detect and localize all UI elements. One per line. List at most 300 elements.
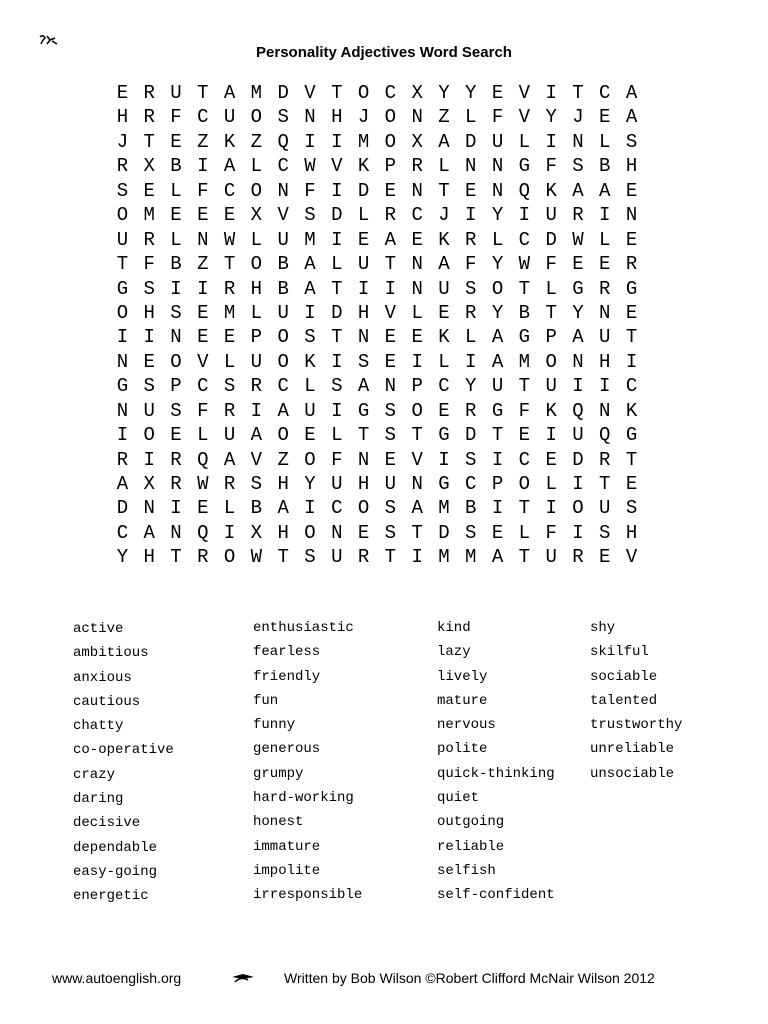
grid-letter[interactable]: U — [545, 204, 557, 227]
grid-letter[interactable]: S — [170, 301, 182, 324]
grid-letter[interactable]: V — [518, 82, 531, 104]
grid-letter[interactable]: A — [625, 106, 638, 129]
grid-letter[interactable]: O — [250, 253, 263, 276]
grid-letter[interactable]: V — [331, 155, 343, 178]
grid-letter[interactable]: R — [465, 399, 477, 422]
grid-letter[interactable]: S — [384, 497, 397, 520]
grid-letter[interactable]: M — [250, 82, 263, 104]
grid-letter[interactable]: S — [250, 473, 263, 495]
grid-letter[interactable]: P — [545, 326, 557, 349]
grid-letter[interactable]: E — [599, 546, 611, 569]
grid-letter[interactable]: R — [465, 228, 477, 251]
grid-letter[interactable]: I — [599, 204, 611, 227]
grid-letter[interactable]: U — [599, 326, 611, 349]
grid-letter[interactable]: M — [518, 350, 531, 373]
grid-letter[interactable]: O — [491, 277, 504, 300]
grid-letter[interactable]: I — [411, 546, 423, 569]
grid-letter[interactable]: N — [465, 155, 477, 178]
grid-letter[interactable]: P — [170, 375, 182, 398]
grid-letter[interactable]: F — [465, 253, 477, 276]
grid-letter[interactable]: D — [357, 179, 370, 202]
grid-letter[interactable]: W — [250, 546, 263, 569]
grid-letter[interactable]: C — [331, 497, 343, 520]
grid-letter[interactable]: N — [277, 179, 289, 202]
grid-letter[interactable]: F — [545, 155, 557, 178]
grid-letter[interactable]: C — [277, 375, 289, 398]
grid-letter[interactable]: T — [518, 277, 531, 300]
grid-letter[interactable]: L — [491, 228, 504, 251]
grid-letter[interactable]: B — [599, 155, 611, 178]
grid-letter[interactable]: E — [197, 497, 209, 520]
grid-letter[interactable]: N — [411, 277, 423, 300]
grid-letter[interactable]: A — [277, 497, 289, 520]
grid-letter[interactable]: N — [572, 130, 584, 153]
grid-letter[interactable]: S — [384, 521, 397, 544]
grid-letter[interactable]: U — [250, 350, 263, 373]
grid-letter[interactable]: T — [116, 253, 129, 276]
grid-letter[interactable]: V — [304, 82, 316, 104]
grid-letter[interactable]: X — [143, 155, 155, 178]
grid-letter[interactable]: W — [518, 253, 531, 276]
grid-letter[interactable]: I — [331, 350, 343, 373]
grid-letter[interactable]: W — [572, 228, 584, 251]
grid-letter[interactable]: E — [384, 448, 397, 471]
grid-letter[interactable]: V — [411, 448, 423, 471]
grid-letter[interactable]: O — [572, 497, 584, 520]
grid-letter[interactable]: V — [625, 546, 638, 569]
grid-letter[interactable]: C — [625, 375, 638, 398]
grid-letter[interactable]: S — [304, 326, 316, 349]
grid-letter[interactable]: F — [518, 399, 531, 422]
grid-letter[interactable]: T — [411, 424, 423, 447]
grid-letter[interactable]: E — [197, 204, 209, 227]
grid-letter[interactable]: K — [223, 130, 236, 153]
grid-letter[interactable]: C — [223, 179, 236, 202]
grid-letter[interactable]: H — [331, 106, 343, 129]
grid-letter[interactable]: S — [357, 350, 370, 373]
grid-letter[interactable]: O — [223, 546, 236, 569]
grid-letter[interactable]: T — [384, 253, 397, 276]
grid-letter[interactable]: E — [197, 301, 209, 324]
grid-letter[interactable]: I — [438, 448, 450, 471]
grid-letter[interactable]: R — [143, 106, 155, 129]
grid-letter[interactable]: E — [357, 228, 370, 251]
grid-letter[interactable]: U — [545, 546, 557, 569]
grid-letter[interactable]: O — [545, 350, 557, 373]
grid-letter[interactable]: N — [572, 350, 584, 373]
grid-letter[interactable]: J — [438, 204, 450, 227]
grid-letter[interactable]: E — [143, 350, 155, 373]
grid-letter[interactable]: M — [357, 130, 370, 153]
grid-letter[interactable]: C — [438, 375, 450, 398]
grid-letter[interactable]: M — [438, 546, 450, 569]
grid-letter[interactable]: E — [465, 179, 477, 202]
grid-letter[interactable]: I — [170, 277, 182, 300]
grid-letter[interactable]: T — [223, 253, 236, 276]
grid-letter[interactable]: N — [197, 228, 209, 251]
grid-letter[interactable]: W — [304, 155, 316, 178]
grid-letter[interactable]: O — [384, 106, 397, 129]
grid-letter[interactable]: A — [143, 521, 155, 544]
grid-letter[interactable]: Y — [491, 253, 504, 276]
grid-letter[interactable]: Z — [438, 106, 450, 129]
grid-letter[interactable]: G — [116, 375, 129, 398]
grid-letter[interactable]: O — [357, 82, 370, 104]
grid-letter[interactable]: E — [197, 326, 209, 349]
grid-letter[interactable]: T — [625, 326, 638, 349]
grid-letter[interactable]: N — [411, 179, 423, 202]
grid-letter[interactable]: P — [411, 375, 423, 398]
grid-letter[interactable]: N — [599, 399, 611, 422]
grid-letter[interactable]: A — [277, 399, 289, 422]
grid-letter[interactable]: L — [223, 350, 236, 373]
grid-letter[interactable]: U — [572, 424, 584, 447]
grid-letter[interactable]: T — [357, 424, 370, 447]
grid-letter[interactable]: L — [197, 424, 209, 447]
grid-letter[interactable]: I — [572, 473, 584, 495]
grid-letter[interactable]: I — [223, 521, 236, 544]
grid-letter[interactable]: E — [170, 204, 182, 227]
grid-letter[interactable]: Z — [197, 130, 209, 153]
grid-letter[interactable]: O — [357, 497, 370, 520]
grid-letter[interactable]: N — [491, 179, 504, 202]
grid-letter[interactable]: L — [250, 228, 263, 251]
grid-letter[interactable]: S — [304, 546, 316, 569]
grid-letter[interactable]: U — [491, 130, 504, 153]
grid-letter[interactable]: E — [143, 179, 155, 202]
grid-letter[interactable]: U — [331, 546, 343, 569]
grid-letter[interactable]: R — [572, 204, 584, 227]
grid-letter[interactable]: A — [384, 228, 397, 251]
grid-letter[interactable]: X — [250, 204, 263, 227]
grid-letter[interactable]: B — [250, 497, 263, 520]
grid-letter[interactable]: U — [223, 424, 236, 447]
grid-letter[interactable]: S — [599, 521, 611, 544]
grid-letter[interactable]: T — [518, 375, 531, 398]
grid-letter[interactable]: I — [465, 204, 477, 227]
grid-letter[interactable]: C — [518, 228, 531, 251]
grid-letter[interactable]: E — [304, 424, 316, 447]
grid-letter[interactable]: Y — [572, 301, 584, 324]
grid-letter[interactable]: G — [491, 399, 504, 422]
grid-letter[interactable]: N — [491, 155, 504, 178]
grid-letter[interactable]: R — [465, 301, 477, 324]
grid-letter[interactable]: A — [491, 326, 504, 349]
grid-letter[interactable]: S — [625, 497, 638, 520]
grid-letter[interactable]: V — [250, 448, 263, 471]
grid-letter[interactable]: I — [411, 350, 423, 373]
grid-letter[interactable]: L — [599, 228, 611, 251]
grid-letter[interactable]: R — [357, 546, 370, 569]
grid-letter[interactable]: I — [518, 204, 531, 227]
grid-letter[interactable]: F — [170, 106, 182, 129]
grid-letter[interactable]: S — [331, 375, 343, 398]
grid-letter[interactable]: S — [143, 277, 155, 300]
grid-letter[interactable]: I — [197, 277, 209, 300]
grid-letter[interactable]: I — [250, 399, 263, 422]
grid-letter[interactable]: L — [170, 179, 182, 202]
grid-letter[interactable]: K — [438, 326, 450, 349]
grid-letter[interactable]: I — [491, 448, 504, 471]
grid-letter[interactable]: C — [277, 155, 289, 178]
grid-letter[interactable]: M — [438, 497, 450, 520]
grid-letter[interactable]: E — [384, 179, 397, 202]
grid-letter[interactable]: C — [599, 82, 611, 104]
grid-letter[interactable]: M — [143, 204, 155, 227]
grid-letter[interactable]: U — [277, 301, 289, 324]
grid-letter[interactable]: N — [625, 204, 638, 227]
grid-letter[interactable]: A — [250, 424, 263, 447]
grid-letter[interactable]: U — [491, 375, 504, 398]
grid-letter[interactable]: H — [625, 521, 638, 544]
grid-letter[interactable]: X — [411, 130, 423, 153]
grid-letter[interactable]: L — [518, 130, 531, 153]
grid-letter[interactable]: U — [438, 277, 450, 300]
grid-letter[interactable]: E — [357, 521, 370, 544]
grid-letter[interactable]: O — [304, 521, 316, 544]
grid-letter[interactable]: O — [250, 106, 263, 129]
grid-letter[interactable]: C — [197, 106, 209, 129]
grid-letter[interactable]: A — [625, 82, 638, 104]
grid-letter[interactable]: D — [438, 521, 450, 544]
grid-letter[interactable]: O — [304, 448, 316, 471]
grid-letter[interactable]: I — [304, 130, 316, 153]
grid-letter[interactable]: K — [357, 155, 370, 178]
grid-letter[interactable]: I — [545, 424, 557, 447]
grid-letter[interactable]: E — [411, 326, 423, 349]
grid-letter[interactable]: E — [491, 521, 504, 544]
grid-letter[interactable]: N — [116, 399, 129, 422]
grid-letter[interactable]: O — [250, 179, 263, 202]
grid-letter[interactable]: F — [491, 106, 504, 129]
grid-letter[interactable]: T — [625, 448, 638, 471]
grid-letter[interactable]: D — [572, 448, 584, 471]
grid-letter[interactable]: S — [384, 399, 397, 422]
grid-letter[interactable]: G — [625, 424, 638, 447]
grid-letter[interactable]: O — [384, 130, 397, 153]
grid-letter[interactable]: R — [250, 375, 263, 398]
grid-letter[interactable]: O — [518, 473, 531, 495]
grid-letter[interactable]: L — [223, 497, 236, 520]
grid-letter[interactable]: R — [223, 399, 236, 422]
grid-letter[interactable]: C — [518, 448, 531, 471]
grid-letter[interactable]: Q — [599, 424, 611, 447]
grid-letter[interactable]: S — [625, 130, 638, 153]
grid-letter[interactable]: T — [384, 546, 397, 569]
grid-letter[interactable]: I — [572, 521, 584, 544]
grid-letter[interactable]: X — [250, 521, 263, 544]
grid-letter[interactable]: S — [465, 448, 477, 471]
grid-letter[interactable]: R — [625, 253, 638, 276]
grid-letter[interactable]: I — [143, 448, 155, 471]
grid-letter[interactable]: G — [116, 277, 129, 300]
website-link[interactable]: www.autoenglish.org — [52, 970, 182, 986]
grid-letter[interactable]: J — [116, 130, 129, 153]
grid-letter[interactable]: L — [545, 473, 557, 495]
grid-letter[interactable]: U — [223, 106, 236, 129]
grid-letter[interactable]: K — [438, 228, 450, 251]
grid-letter[interactable]: G — [357, 399, 370, 422]
grid-letter[interactable]: L — [170, 228, 182, 251]
grid-letter[interactable]: Q — [518, 179, 531, 202]
grid-letter[interactable]: Z — [197, 253, 209, 276]
grid-letter[interactable]: Y — [438, 82, 450, 104]
grid-letter[interactable]: R — [170, 448, 182, 471]
grid-letter[interactable]: F — [545, 253, 557, 276]
grid-letter[interactable]: D — [331, 204, 343, 227]
grid-letter[interactable]: O — [116, 204, 129, 227]
grid-letter[interactable]: I — [304, 497, 316, 520]
grid-letter[interactable]: I — [116, 326, 129, 349]
grid-letter[interactable]: E — [599, 106, 611, 129]
grid-letter[interactable]: J — [572, 106, 584, 129]
grid-letter[interactable]: F — [197, 399, 209, 422]
grid-letter[interactable]: G — [625, 277, 638, 300]
grid-letter[interactable]: S — [465, 521, 477, 544]
grid-letter[interactable]: R — [197, 546, 209, 569]
grid-letter[interactable]: C — [384, 82, 397, 104]
grid-letter[interactable]: Q — [197, 521, 209, 544]
grid-letter[interactable]: R — [599, 448, 611, 471]
grid-letter[interactable]: E — [384, 350, 397, 373]
grid-letter[interactable]: C — [197, 375, 209, 398]
grid-letter[interactable]: S — [465, 277, 477, 300]
grid-letter[interactable]: F — [545, 521, 557, 544]
grid-letter[interactable]: N — [411, 106, 423, 129]
grid-letter[interactable]: U — [116, 228, 129, 251]
grid-letter[interactable]: A — [304, 253, 316, 276]
grid-letter[interactable]: G — [518, 326, 531, 349]
grid-letter[interactable]: H — [116, 106, 129, 129]
grid-letter[interactable]: A — [438, 130, 450, 153]
grid-letter[interactable]: U — [331, 473, 343, 495]
grid-letter[interactable]: N — [357, 448, 370, 471]
grid-letter[interactable]: M — [465, 546, 477, 569]
grid-letter[interactable]: I — [491, 497, 504, 520]
grid-letter[interactable]: G — [438, 424, 450, 447]
grid-letter[interactable]: E — [223, 204, 236, 227]
grid-letter[interactable]: I — [545, 130, 557, 153]
grid-letter[interactable]: U — [170, 82, 182, 104]
grid-letter[interactable]: M — [304, 228, 316, 251]
grid-letter[interactable]: K — [545, 399, 557, 422]
grid-letter[interactable]: Y — [304, 473, 316, 495]
grid-letter[interactable]: E — [518, 424, 531, 447]
grid-letter[interactable]: E — [625, 301, 638, 324]
grid-letter[interactable]: L — [411, 301, 423, 324]
grid-letter[interactable]: A — [491, 350, 504, 373]
grid-letter[interactable]: S — [304, 204, 316, 227]
grid-letter[interactable]: O — [411, 399, 423, 422]
grid-letter[interactable]: U — [143, 399, 155, 422]
grid-letter[interactable]: A — [411, 497, 423, 520]
grid-letter[interactable]: H — [250, 277, 263, 300]
grid-letter[interactable]: L — [465, 326, 477, 349]
grid-letter[interactable]: I — [357, 277, 370, 300]
grid-letter[interactable]: L — [304, 375, 316, 398]
grid-letter[interactable]: I — [170, 497, 182, 520]
grid-letter[interactable]: A — [572, 326, 584, 349]
grid-letter[interactable]: T — [518, 497, 531, 520]
grid-letter[interactable]: D — [465, 424, 477, 447]
grid-letter[interactable]: S — [384, 424, 397, 447]
grid-letter[interactable]: I — [197, 155, 209, 178]
grid-letter[interactable]: H — [357, 301, 370, 324]
grid-letter[interactable]: A — [572, 179, 584, 202]
grid-letter[interactable]: C — [465, 473, 477, 495]
grid-letter[interactable]: I — [331, 130, 343, 153]
grid-letter[interactable]: Y — [491, 204, 504, 227]
grid-letter[interactable]: H — [143, 301, 155, 324]
grid-letter[interactable]: Q — [277, 130, 289, 153]
grid-letter[interactable]: E — [491, 82, 504, 104]
grid-letter[interactable]: X — [411, 82, 423, 104]
grid-letter[interactable]: F — [304, 179, 316, 202]
grid-letter[interactable]: T — [438, 179, 450, 202]
grid-letter[interactable]: H — [599, 350, 611, 373]
grid-letter[interactable]: G — [518, 155, 531, 178]
grid-letter[interactable]: H — [143, 546, 155, 569]
grid-letter[interactable]: E — [625, 179, 638, 202]
grid-letter[interactable]: S — [143, 375, 155, 398]
grid-letter[interactable]: C — [411, 204, 423, 227]
grid-letter[interactable]: N — [331, 521, 343, 544]
grid-letter[interactable]: L — [331, 424, 343, 447]
grid-letter[interactable]: U — [545, 375, 557, 398]
grid-letter[interactable]: L — [331, 253, 343, 276]
grid-letter[interactable]: Y — [491, 301, 504, 324]
grid-letter[interactable]: F — [143, 253, 155, 276]
grid-letter[interactable]: I — [384, 277, 397, 300]
grid-letter[interactable]: E — [625, 228, 638, 251]
grid-letter[interactable]: I — [116, 424, 129, 447]
grid-letter[interactable]: H — [277, 521, 289, 544]
grid-letter[interactable]: N — [384, 375, 397, 398]
grid-letter[interactable]: R — [384, 204, 397, 227]
grid-letter[interactable]: Q — [572, 399, 584, 422]
grid-letter[interactable]: L — [545, 277, 557, 300]
grid-letter[interactable]: I — [625, 350, 638, 373]
grid-letter[interactable]: I — [304, 301, 316, 324]
grid-letter[interactable]: E — [116, 82, 129, 104]
grid-letter[interactable]: K — [625, 399, 638, 422]
grid-letter[interactable]: C — [116, 521, 129, 544]
grid-letter[interactable]: U — [304, 399, 316, 422]
grid-letter[interactable]: T — [331, 326, 343, 349]
grid-letter[interactable]: Y — [465, 375, 477, 398]
grid-letter[interactable]: N — [116, 350, 129, 373]
grid-letter[interactable]: T — [491, 424, 504, 447]
grid-letter[interactable]: V — [277, 204, 289, 227]
grid-letter[interactable]: B — [170, 155, 182, 178]
grid-letter[interactable]: R — [170, 473, 182, 495]
grid-letter[interactable]: T — [545, 301, 557, 324]
grid-letter[interactable]: T — [411, 521, 423, 544]
grid-letter[interactable]: V — [197, 350, 209, 373]
grid-letter[interactable]: D — [545, 228, 557, 251]
grid-letter[interactable]: R — [143, 228, 155, 251]
grid-letter[interactable]: R — [411, 155, 423, 178]
grid-letter[interactable]: L — [599, 130, 611, 153]
grid-letter[interactable]: S — [277, 106, 289, 129]
grid-letter[interactable]: Z — [277, 448, 289, 471]
grid-letter[interactable]: D — [116, 497, 129, 520]
grid-letter[interactable]: T — [331, 277, 343, 300]
grid-letter[interactable]: I — [545, 497, 557, 520]
grid-letter[interactable]: A — [357, 375, 370, 398]
grid-letter[interactable]: H — [625, 155, 638, 178]
grid-letter[interactable]: T — [572, 82, 584, 104]
